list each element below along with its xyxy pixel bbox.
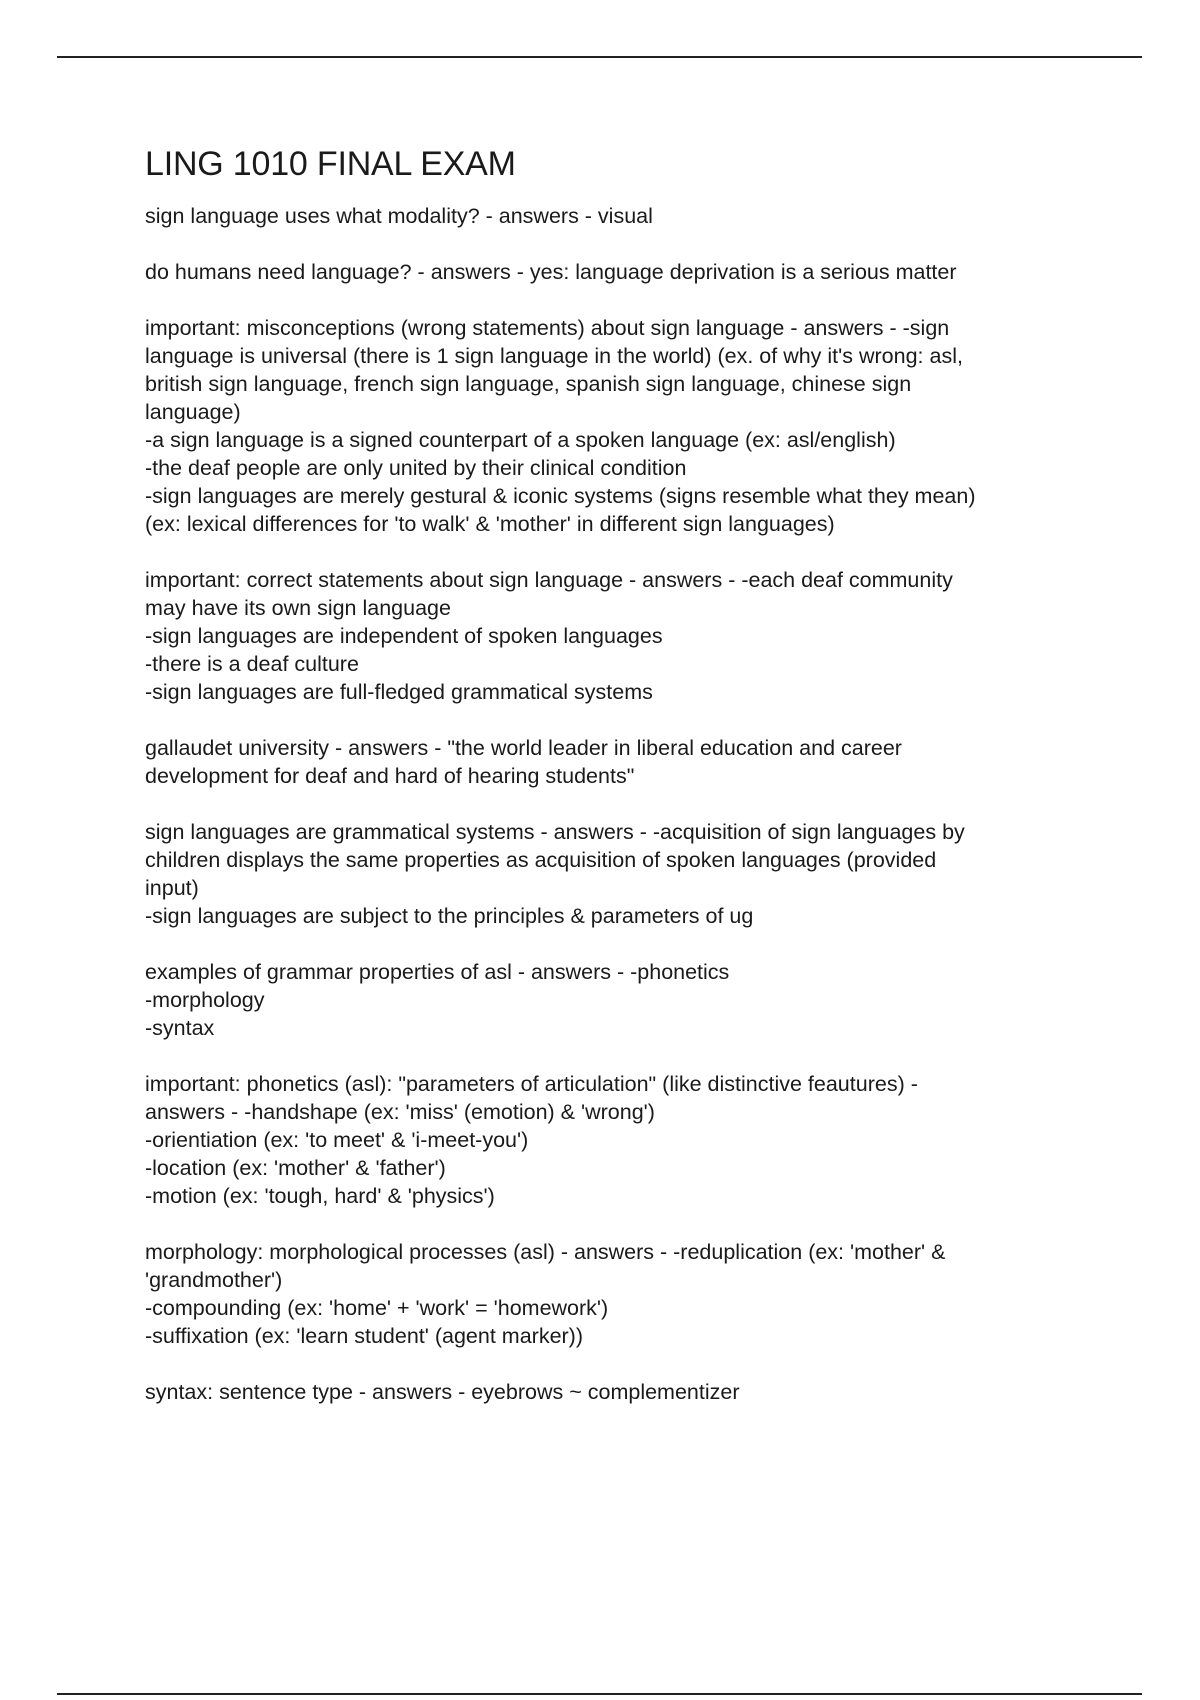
bottom-divider [57,1693,1142,1695]
qa-item [145,258,1105,286]
qa-line: important: misconceptions (wrong statements) about sign language - answers - -sign [145,316,950,340]
qa-line: 'grandmother') [145,1268,283,1292]
qa-item [145,1070,1105,1210]
qa-line: examples of grammar properties of asl - answers - -phonetics [145,960,730,984]
qa-line: -motion (ex: 'tough, hard' & 'physics') [145,1184,495,1208]
qa-item [145,958,1105,1042]
qa-line: (ex: lexical differences for 'to walk' & 'mother' in different sign languages) [145,512,835,536]
qa-line: -sign languages are merely gestural & iconic systems (signs resemble what they mean) [145,484,976,508]
document-page [145,140,1105,1434]
qa-line: important: correct statements about sign language - answers - -each deaf community [145,568,953,592]
qa-item [145,734,1105,790]
qa-item [145,1238,1105,1350]
document-title: LING 1010 FINAL EXAM [145,145,516,183]
qa-line: do humans need language? - answers - yes: language deprivation is a serious matter [145,260,957,284]
qa-line: -sign languages are independent of spoken languages [145,624,663,648]
qa-line: -morphology [145,988,265,1012]
qa-line: syntax: sentence type - answers - eyebrows ~ complementizer [145,1380,740,1404]
qa-line: children displays the same properties as acquisition of spoken languages (provided [145,848,937,872]
qa-line: -compounding (ex: 'home' + 'work' = 'homework') [145,1296,609,1320]
qa-line: -sign languages are full-fledged grammatical systems [145,680,653,704]
qa-line: language is universal (there is 1 sign language in the world) (ex. of why it's wrong: asl, [145,344,963,368]
qa-list [145,202,1105,1406]
qa-line: morphology: morphological processes (asl) - answers - -reduplication (ex: 'mother' & [145,1240,946,1264]
qa-item [145,1378,1105,1406]
qa-line: -location (ex: 'mother' & 'father') [145,1156,446,1180]
qa-line: gallaudet university - answers - "the world leader in liberal education and career [145,736,902,760]
top-divider [57,56,1142,58]
qa-item [145,314,1105,538]
qa-item [145,566,1105,706]
qa-item [145,818,1105,930]
qa-line: -sign languages are subject to the principles & parameters of ug [145,904,754,928]
qa-line: sign language uses what modality? - answers - visual [145,204,653,228]
qa-line: language) [145,400,241,424]
qa-line: input) [145,876,199,900]
qa-line: answers - -handshape (ex: 'miss' (emotion) & 'wrong') [145,1100,655,1124]
qa-line: -suffixation (ex: 'learn student' (agent marker)) [145,1324,583,1348]
qa-line: -syntax [145,1016,215,1040]
qa-line: -the deaf people are only united by their clinical condition [145,456,687,480]
qa-line: -a sign language is a signed counterpart of a spoken language (ex: asl/english) [145,428,896,452]
qa-line: british sign language, french sign language, spanish sign language, chinese sign [145,372,912,396]
qa-line: -orientiation (ex: 'to meet' & 'i-meet-you') [145,1128,529,1152]
qa-line: development for deaf and hard of hearing students" [145,764,635,788]
qa-line: may have its own sign language [145,596,451,620]
qa-line: important: phonetics (asl): "parameters of articulation" (like distinctive feautures) - [145,1072,918,1096]
qa-line: -there is a deaf culture [145,652,359,676]
qa-line: sign languages are grammatical systems - answers - -acquisition of sign languages by [145,820,965,844]
qa-item [145,202,1105,230]
